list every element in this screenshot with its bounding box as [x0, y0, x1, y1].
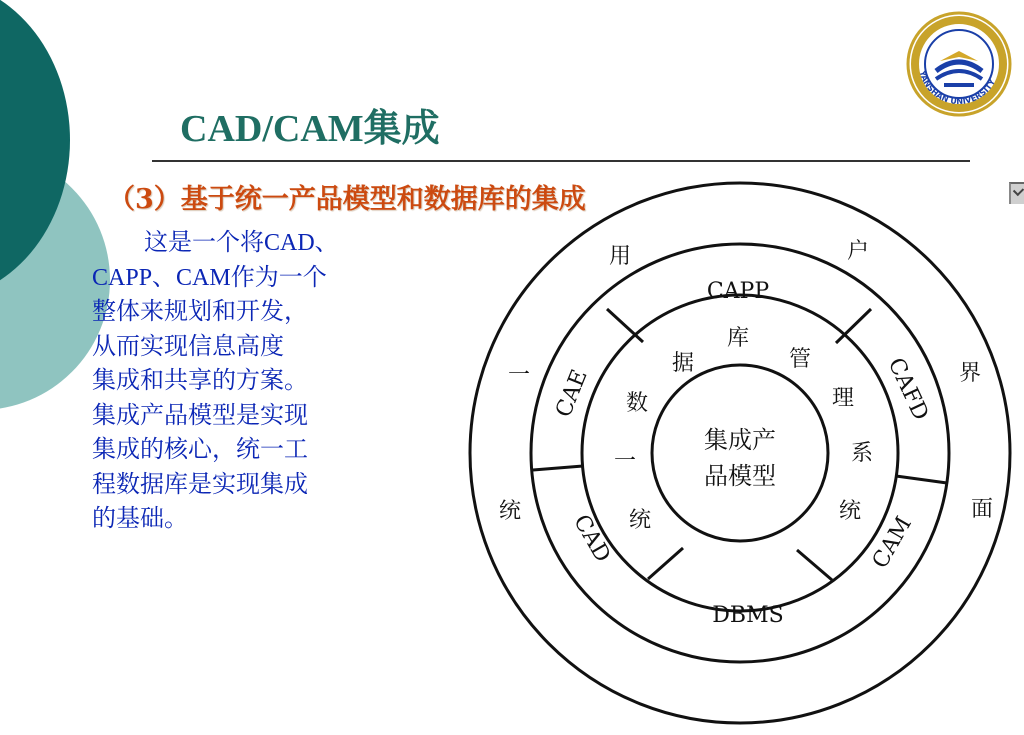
- segment-cae: CAE: [551, 366, 593, 421]
- segment-dbms: DBMS: [712, 603, 784, 628]
- db-ring-char: 据: [671, 351, 695, 376]
- db-ring-char: 数: [625, 391, 649, 416]
- segment-divider: [607, 309, 643, 342]
- center-label: 集成产: [704, 426, 776, 454]
- outer-ring-char: 用: [608, 244, 632, 269]
- segment-divider: [896, 476, 947, 483]
- outer-ring-char: 界: [958, 361, 982, 386]
- outer-ring-char: 统: [498, 499, 522, 524]
- segment-divider: [648, 548, 683, 579]
- body-line: CAPP、CAM作为一个: [92, 264, 327, 291]
- body-line: 集成产品模型是实现: [92, 402, 308, 429]
- segment-divider: [533, 466, 583, 470]
- db-ring-char: 理: [831, 386, 855, 411]
- segment-cam: CAM: [867, 512, 918, 573]
- body-line: 整体来规划和开发，: [92, 299, 308, 325]
- body-line: 集成和共享的方案。: [92, 368, 308, 394]
- db-ring-char: 统: [838, 499, 862, 524]
- center-label: 品模型: [704, 462, 776, 490]
- body-line: 程数据库是实现集成: [92, 471, 308, 498]
- segment-cafd: CAFD: [882, 354, 934, 425]
- segment-divider: [797, 550, 832, 580]
- db-ring-char: 管: [788, 347, 812, 372]
- body-line: 这是一个将CAD、: [144, 230, 339, 256]
- logo-text: YANSHAN UNIVERSITY: [917, 69, 997, 107]
- db-ring-char: 库: [726, 326, 750, 351]
- outer-ring-char: 面: [970, 497, 994, 522]
- db-ring-char: 统: [628, 508, 652, 533]
- segment-divider: [836, 309, 871, 343]
- segment-cad: CAD: [568, 510, 616, 567]
- db-ring-char: 系: [850, 441, 874, 466]
- db-ring-char: 一: [613, 449, 637, 474]
- segment-capp: CAPP: [706, 279, 770, 304]
- body-line: 从而实现信息高度: [92, 333, 284, 360]
- page-title: CAD/CAM集成: [180, 108, 440, 150]
- outer-ring-char: 一: [507, 363, 531, 388]
- section-subtitle: （3）基于统一产品模型和数据库的集成: [108, 184, 586, 215]
- body-line: 集成的核心，统一工: [92, 437, 308, 463]
- outer-ring-char: 户: [846, 239, 870, 264]
- body-line: 的基础。: [92, 506, 188, 532]
